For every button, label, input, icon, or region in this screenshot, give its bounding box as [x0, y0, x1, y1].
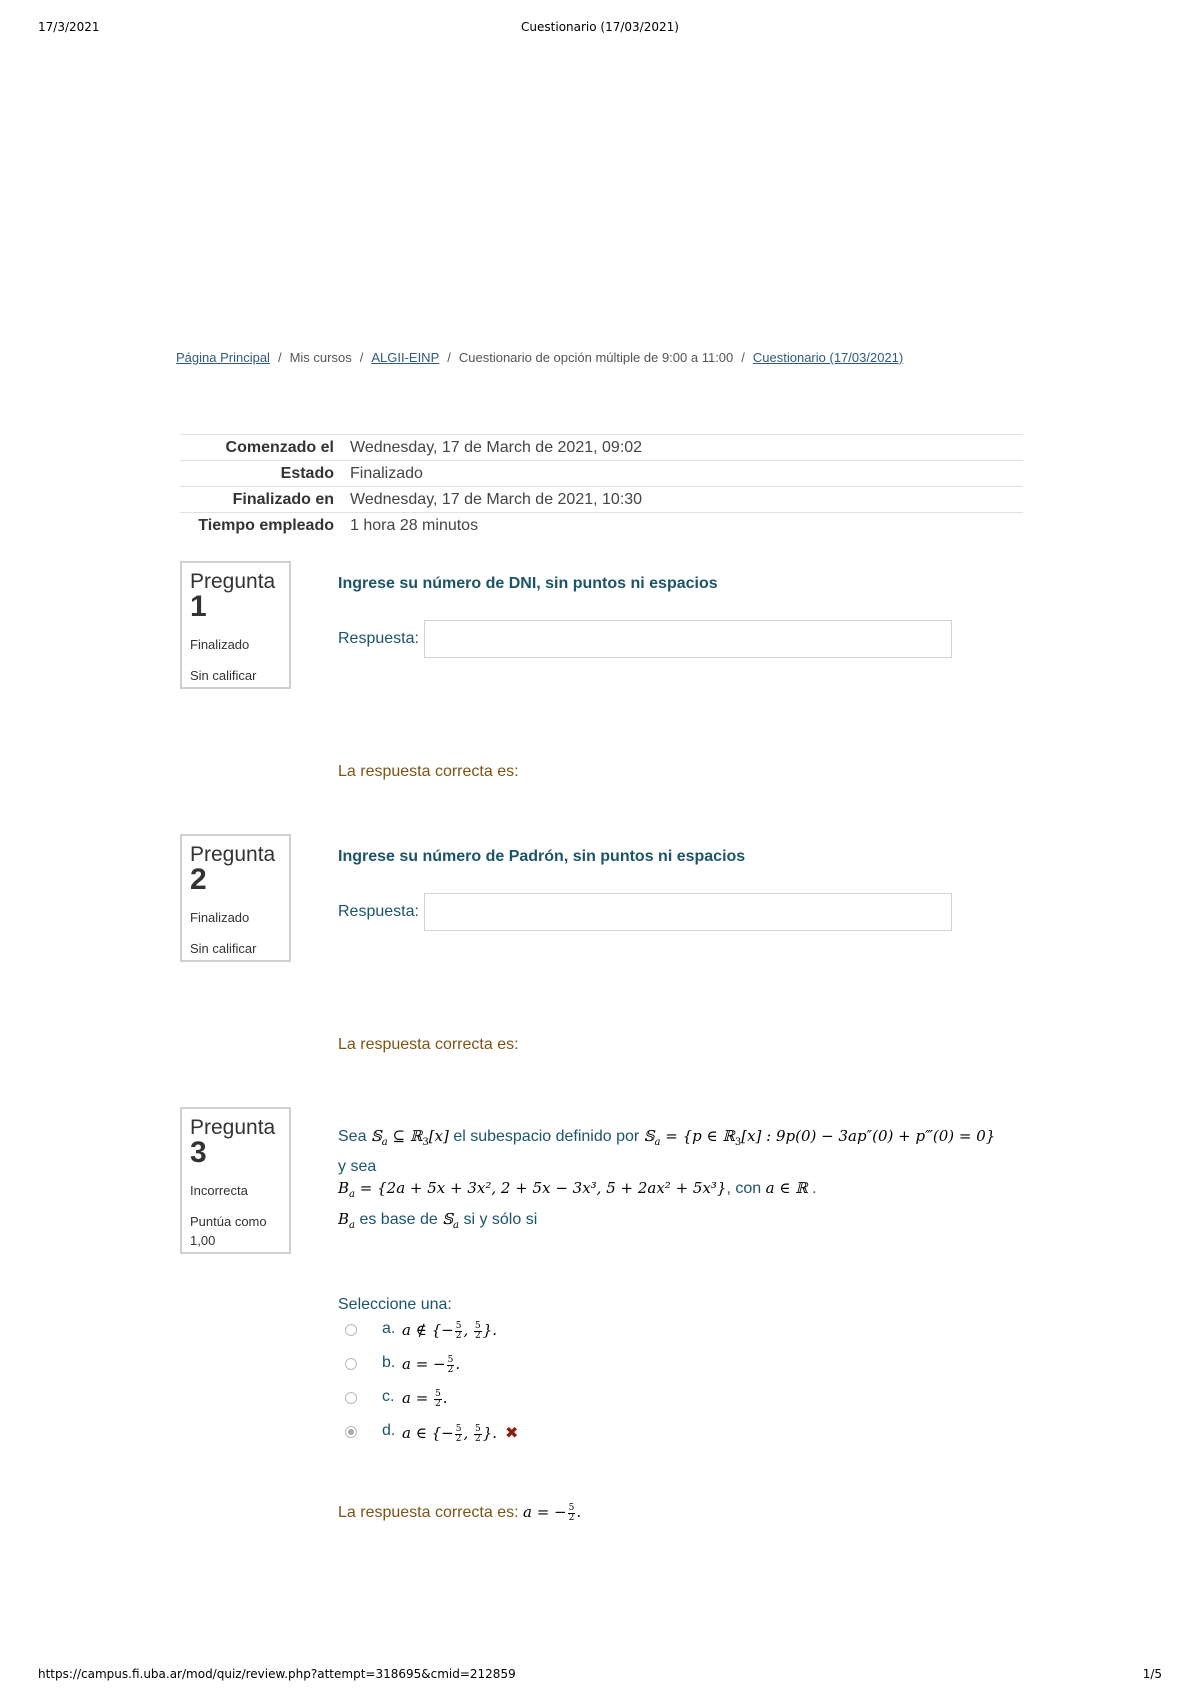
summary-row — [180, 487, 1023, 513]
radio-unchecked-icon[interactable] — [345, 1358, 357, 1370]
breadcrumb-separator: / — [447, 350, 451, 365]
summary-value: 1 hora 28 minutos — [350, 516, 479, 534]
math-expression: a = − $\frac{5}{2}$ . — [402, 1354, 461, 1375]
question-3-text-line-1 — [338, 1124, 998, 1179]
breadcrumb-separator: / — [277, 350, 282, 365]
summary-value: Wednesday, 17 de March de 2021, 09:02 — [350, 438, 643, 456]
question-number: 1 — [190, 590, 207, 623]
math-expression: a = $\frac{5}{2}$ . — [402, 1388, 448, 1409]
question-word: Pregunta — [190, 843, 276, 866]
right-answer-text: La respuesta correcta es: — [338, 763, 519, 780]
radio-unchecked-icon[interactable] — [345, 1324, 357, 1336]
question-state: Finalizado — [190, 910, 250, 925]
question-text-fragment: es base de — [359, 1211, 438, 1228]
radio-unchecked-icon[interactable] — [345, 1392, 357, 1404]
question-word: Pregunta — [190, 1116, 276, 1139]
answer-label: Respuesta: — [338, 630, 419, 647]
answer-label: Respuesta: — [338, 903, 419, 920]
summary-row — [180, 461, 1023, 487]
question-1-info — [180, 561, 291, 689]
option-letter: b. — [382, 1354, 396, 1371]
option-letter: a. — [382, 1320, 396, 1337]
question-grade: Sin calificar — [190, 668, 257, 683]
option-letter: c. — [382, 1388, 395, 1405]
print-title: Cuestionario (17/03/2021) — [521, 20, 679, 34]
math-expression: 𝕊$_a$ = {p ∈ ℝ$_3$[x] : 9p(0) − 3ap″(0) + p‴(0) = 0} — [643, 1127, 996, 1148]
math-expression: 𝕊$_a$ — [442, 1210, 459, 1231]
answer-field-dni[interactable] — [424, 620, 952, 658]
question-text-fragment: Sea — [338, 1128, 367, 1145]
question-text-fragment: si y sólo si — [463, 1211, 538, 1228]
option-letter: d. — [382, 1422, 396, 1439]
summary-value: Finalizado — [350, 464, 423, 482]
print-header — [38, 20, 1162, 40]
question-3-text-line-2 — [338, 1176, 998, 1207]
summary-label: Finalizado en — [232, 490, 334, 508]
right-answer-text — [338, 1503, 581, 1523]
breadcrumb-home-link[interactable]: Página Principal — [176, 350, 270, 365]
right-answer-text: La respuesta correcta es: — [338, 1036, 519, 1053]
print-footer — [38, 1667, 1162, 1687]
question-number: 2 — [190, 863, 207, 896]
question-3-info — [180, 1107, 291, 1254]
question-grade: Puntúa como 1,00 — [190, 1214, 267, 1248]
question-state: Incorrecta — [190, 1183, 248, 1198]
question-3-text-line-3 — [338, 1207, 998, 1238]
print-page-number: 1/5 — [1142, 1667, 1162, 1681]
summary-label: Comenzado el — [225, 438, 334, 456]
question-text-fragment: el subespacio definido por — [453, 1128, 640, 1145]
math-expression: $B_a$ — [338, 1210, 355, 1231]
attempt-summary-table — [180, 434, 1023, 539]
math-expression: 𝕊$_a$ ⊆ ℝ$_3$[x] — [370, 1127, 449, 1148]
radio-checked-icon[interactable] — [345, 1426, 357, 1438]
breadcrumb-section: Cuestionario de opción múltiple de 9:00 a 11:00 — [458, 350, 734, 365]
question-text-fragment: , con — [726, 1180, 762, 1197]
question-state: Finalizado — [190, 637, 250, 652]
right-answer-label: La respuesta correcta es: — [338, 1504, 519, 1521]
math-expression: a = − $\frac{5}{2}$ . — [523, 1502, 582, 1523]
math-expression: a ∉ {− $\frac{5}{2}$ , $\frac{5}{2}$ }. — [402, 1320, 498, 1341]
summary-value: Wednesday, 17 de March de 2021, 10:30 — [350, 490, 643, 508]
question-text-fragment: . — [812, 1180, 817, 1197]
math-expression: $B_a = \{2a + 5x + 3x^2$, 2 + 5x − 3x³, 5 + 2ax² + 5x³} — [338, 1179, 727, 1200]
cross-icon: ✖ — [505, 1423, 519, 1442]
breadcrumb-course-link[interactable]: ALGII-EINP — [371, 350, 440, 365]
breadcrumb — [176, 350, 1076, 365]
question-number: 3 — [190, 1136, 207, 1169]
summary-row — [180, 435, 1023, 461]
math-expression: a ∈ ℝ — [765, 1179, 808, 1197]
math-expression: a ∈ {− $\frac{5}{2}$ , $\frac{5}{2}$ }. ✖ — [402, 1423, 519, 1444]
question-1-text: Ingrese su número de DNI, sin puntos ni espacios — [338, 575, 718, 592]
summary-label: Estado — [280, 464, 334, 482]
select-one-label: Seleccione una: — [338, 1296, 452, 1313]
question-2-info — [180, 834, 291, 962]
print-url: https://campus.fi.uba.ar/mod/quiz/review.php?attempt=318695&cmid=212859 — [38, 1667, 516, 1681]
question-text-fragment: y sea — [338, 1158, 377, 1175]
question-2-text: Ingrese su número de Padrón, sin puntos ni espacios — [338, 848, 746, 865]
breadcrumb-separator: / — [359, 350, 364, 365]
question-grade: Sin calificar — [190, 941, 257, 956]
question-word: Pregunta — [190, 570, 276, 593]
summary-row — [180, 513, 1023, 539]
breadcrumb-my-courses: Mis cursos — [289, 350, 352, 365]
print-date: 17/3/2021 — [38, 20, 100, 34]
breadcrumb-separator: / — [741, 350, 745, 365]
summary-label: Tiempo empleado — [198, 516, 334, 534]
answer-field-padron[interactable] — [424, 893, 952, 931]
breadcrumb-quiz-link[interactable]: Cuestionario (17/03/2021) — [752, 350, 904, 365]
